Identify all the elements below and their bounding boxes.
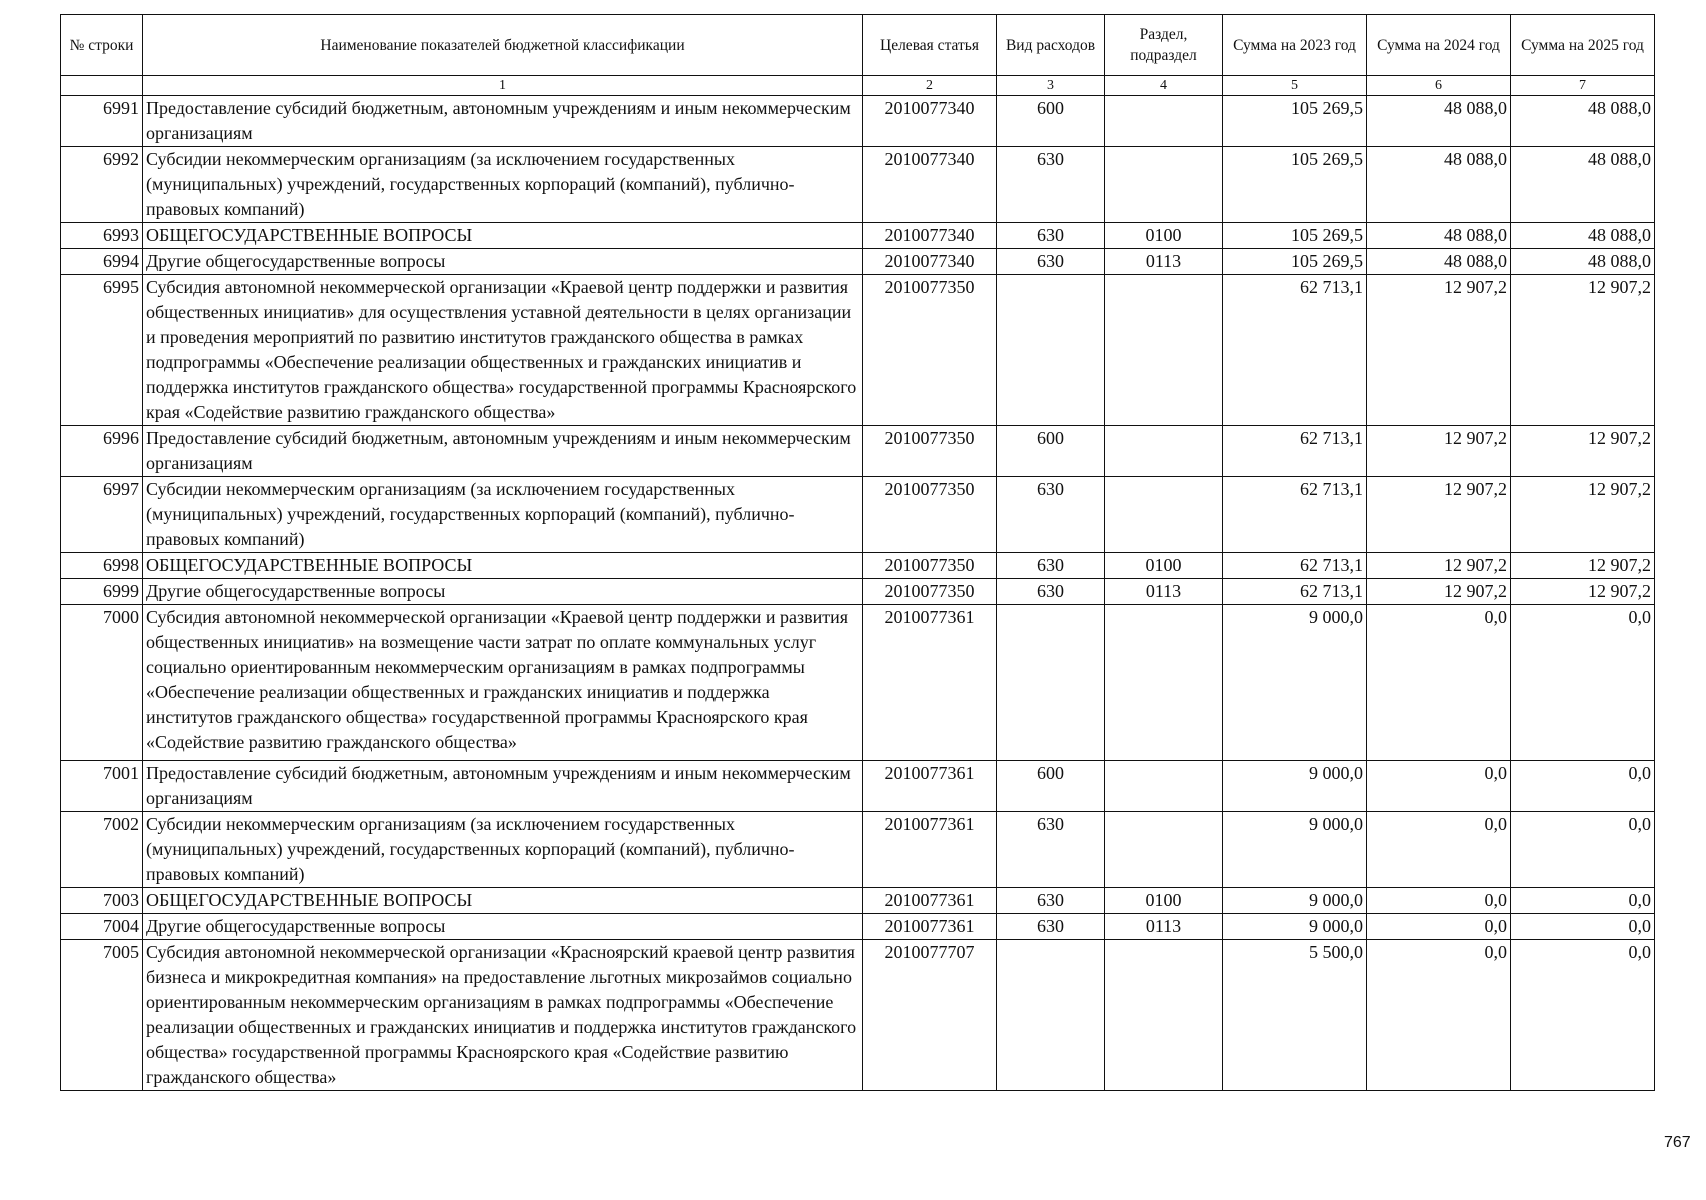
section-code-cell: 0100 [1105,223,1223,249]
row-number-cell: 7000 [61,605,143,761]
sum-2023-cell: 105 269,5 [1223,96,1367,147]
header-sum-2023: Сумма на 2023 год [1223,15,1367,76]
sum-2025-cell: 48 088,0 [1511,147,1655,223]
row-number-cell: 6995 [61,275,143,426]
table-row [61,147,1655,223]
sum-2025-cell: 0,0 [1511,888,1655,914]
table-row [61,940,1655,1091]
table-row [61,812,1655,888]
section-code-cell [1105,940,1223,1091]
sum-2023-cell: 62 713,1 [1223,275,1367,426]
target-article-cell: 2010077361 [863,888,997,914]
column-number: 3 [997,76,1105,96]
table-row [61,579,1655,605]
sum-2023-cell: 62 713,1 [1223,579,1367,605]
sum-2023-cell: 62 713,1 [1223,477,1367,553]
row-number-cell: 6992 [61,147,143,223]
sum-2024-cell: 48 088,0 [1367,223,1511,249]
sum-2024-cell: 12 907,2 [1367,426,1511,477]
sum-2025-cell: 48 088,0 [1511,249,1655,275]
section-code-cell: 0113 [1105,579,1223,605]
sum-2023-cell: 105 269,5 [1223,147,1367,223]
indicator-name-cell: Субсидия автономной некоммерческой организации «Краевой центр поддержки и развития общественных инициатив» на возмещение части затрат по оплате коммунальных услуг социально ориентированным некоммерческим организациям в рамках подпрограммы «Обеспечение реализации общественных и гражданских инициатив и поддержка институтов гражданского общества» государственной программы Красноярского края «Содействие развитию гражданского общества» [143,605,863,761]
section-code-cell: 0113 [1105,914,1223,940]
expense-kind-cell: 630 [997,249,1105,275]
sum-2024-cell: 0,0 [1367,812,1511,888]
sum-2025-cell: 48 088,0 [1511,223,1655,249]
section-code-cell [1105,812,1223,888]
expense-kind-cell: 600 [997,96,1105,147]
target-article-cell: 2010077350 [863,275,997,426]
sum-2023-cell: 105 269,5 [1223,249,1367,275]
sum-2023-cell: 9 000,0 [1223,605,1367,761]
row-number-cell: 7003 [61,888,143,914]
target-article-cell: 2010077340 [863,96,997,147]
row-number-cell: 7004 [61,914,143,940]
column-number: 5 [1223,76,1367,96]
sum-2023-cell: 9 000,0 [1223,761,1367,812]
column-number: 2 [863,76,997,96]
sum-2023-cell: 5 500,0 [1223,940,1367,1091]
target-article-cell: 2010077361 [863,761,997,812]
expense-kind-cell: 600 [997,761,1105,812]
table-row [61,477,1655,553]
indicator-name-cell: Субсидии некоммерческим организациям (за исключением государственных (муниципальных) учреждений, государственных корпораций (компаний), публично-правовых компаний) [143,812,863,888]
target-article-cell: 2010077340 [863,223,997,249]
column-number-row [61,76,1655,96]
expense-kind-cell [997,275,1105,426]
target-article-cell: 2010077361 [863,812,997,888]
target-article-cell: 2010077361 [863,914,997,940]
sum-2025-cell: 12 907,2 [1511,553,1655,579]
expense-kind-cell: 630 [997,812,1105,888]
table-body [61,96,1655,1091]
sum-2025-cell: 0,0 [1511,812,1655,888]
target-article-cell: 2010077707 [863,940,997,1091]
sum-2024-cell: 48 088,0 [1367,96,1511,147]
sum-2025-cell: 12 907,2 [1511,477,1655,553]
sum-2023-cell: 9 000,0 [1223,812,1367,888]
indicator-name-cell: Другие общегосударственные вопросы [143,249,863,275]
budget-classification-table [60,14,1655,1091]
table-header [61,15,1655,96]
page-number: 767 [1664,1134,1691,1151]
target-article-cell: 2010077361 [863,605,997,761]
table-row [61,761,1655,812]
table-row [61,223,1655,249]
sum-2024-cell: 12 907,2 [1367,275,1511,426]
indicator-name-cell: Предоставление субсидий бюджетным, автономным учреждениям и иным некоммерческим организациям [143,96,863,147]
sum-2025-cell: 0,0 [1511,761,1655,812]
table-row [61,249,1655,275]
target-article-cell: 2010077340 [863,147,997,223]
sum-2024-cell: 0,0 [1367,940,1511,1091]
indicator-name-cell: Субсидия автономной некоммерческой организации «Красноярский краевой центр развития бизнеса и микрокредитная компания» на предоставление льготных микрозаймов социально ориентированным некоммерческим организациям в рамках подпрограммы «Обеспечение реализации общественных и гражданских инициатив и поддержка институтов гражданского общества» государственной программы Красноярского края «Содействие развитию гражданского общества» [143,940,863,1091]
sum-2023-cell: 9 000,0 [1223,888,1367,914]
column-number: 7 [1511,76,1655,96]
sum-2024-cell: 12 907,2 [1367,477,1511,553]
table-row [61,553,1655,579]
header-expense-kind: Вид расходов [997,15,1105,76]
expense-kind-cell: 630 [997,147,1105,223]
expense-kind-cell: 630 [997,914,1105,940]
sum-2023-cell: 62 713,1 [1223,426,1367,477]
section-code-cell: 0100 [1105,888,1223,914]
section-code-cell [1105,477,1223,553]
indicator-name-cell: Предоставление субсидий бюджетным, автономным учреждениям и иным некоммерческим организациям [143,761,863,812]
section-code-cell [1105,96,1223,147]
row-number-cell: 6994 [61,249,143,275]
section-code-cell [1105,426,1223,477]
indicator-name-cell: Предоставление субсидий бюджетным, автономным учреждениям и иным некоммерческим организациям [143,426,863,477]
row-number-cell: 6998 [61,553,143,579]
target-article-cell: 2010077350 [863,477,997,553]
table-row [61,605,1655,761]
expense-kind-cell: 630 [997,579,1105,605]
row-number-cell: 7001 [61,761,143,812]
header-section: Раздел, подраздел [1105,15,1223,76]
header-sum-2025: Сумма на 2025 год [1511,15,1655,76]
column-number [61,76,143,96]
section-code-cell [1105,605,1223,761]
column-number: 4 [1105,76,1223,96]
sum-2023-cell: 9 000,0 [1223,914,1367,940]
expense-kind-cell: 630 [997,553,1105,579]
sum-2025-cell: 0,0 [1511,914,1655,940]
table-row [61,275,1655,426]
target-article-cell: 2010077350 [863,579,997,605]
expense-kind-cell: 600 [997,426,1105,477]
header-sum-2024: Сумма на 2024 год [1367,15,1511,76]
row-number-cell: 6996 [61,426,143,477]
header-name: Наименование показателей бюджетной классификации [143,15,863,76]
header-target-article: Целевая статья [863,15,997,76]
sum-2024-cell: 48 088,0 [1367,249,1511,275]
column-number: 6 [1367,76,1511,96]
row-number-cell: 6991 [61,96,143,147]
indicator-name-cell: ОБЩЕГОСУДАРСТВЕННЫЕ ВОПРОСЫ [143,223,863,249]
sum-2024-cell: 0,0 [1367,914,1511,940]
column-number: 1 [143,76,863,96]
header-row-number: № строки [61,15,143,76]
indicator-name-cell: Субсидии некоммерческим организациям (за исключением государственных (муниципальных) учреждений, государственных корпораций (компаний), публично-правовых компаний) [143,477,863,553]
section-code-cell: 0113 [1105,249,1223,275]
indicator-name-cell: Другие общегосударственные вопросы [143,914,863,940]
table-row [61,888,1655,914]
indicator-name-cell: ОБЩЕГОСУДАРСТВЕННЫЕ ВОПРОСЫ [143,888,863,914]
sum-2025-cell: 0,0 [1511,940,1655,1091]
sum-2024-cell: 0,0 [1367,888,1511,914]
target-article-cell: 2010077350 [863,553,997,579]
section-code-cell [1105,147,1223,223]
expense-kind-cell: 630 [997,223,1105,249]
indicator-name-cell: ОБЩЕГОСУДАРСТВЕННЫЕ ВОПРОСЫ [143,553,863,579]
row-number-cell: 6999 [61,579,143,605]
section-code-cell: 0100 [1105,553,1223,579]
indicator-name-cell: Субсидия автономной некоммерческой организации «Краевой центр поддержки и развития общественных инициатив» для осуществления уставной деятельности в целях организации и проведения мероприятий по развитию институтов гражданского общества в рамках подпрограммы «Обеспечение реализации общественных и гражданских инициатив и поддержка институтов гражданского общества» государственной программы Красноярского края «Содействие развитию гражданского общества» [143,275,863,426]
sum-2024-cell: 12 907,2 [1367,579,1511,605]
indicator-name-cell: Другие общегосударственные вопросы [143,579,863,605]
sum-2025-cell: 12 907,2 [1511,579,1655,605]
sum-2023-cell: 105 269,5 [1223,223,1367,249]
row-number-cell: 6993 [61,223,143,249]
expense-kind-cell [997,605,1105,761]
sum-2024-cell: 12 907,2 [1367,553,1511,579]
section-code-cell [1105,275,1223,426]
expense-kind-cell: 630 [997,888,1105,914]
indicator-name-cell: Субсидии некоммерческим организациям (за исключением государственных (муниципальных) учреждений, государственных корпораций (компаний), публично-правовых компаний) [143,147,863,223]
table-row [61,96,1655,147]
sum-2025-cell: 48 088,0 [1511,96,1655,147]
table-row [61,914,1655,940]
expense-kind-cell: 630 [997,477,1105,553]
sum-2025-cell: 12 907,2 [1511,275,1655,426]
target-article-cell: 2010077350 [863,426,997,477]
row-number-cell: 7002 [61,812,143,888]
sum-2024-cell: 48 088,0 [1367,147,1511,223]
sum-2025-cell: 0,0 [1511,605,1655,761]
table-row [61,426,1655,477]
section-code-cell [1105,761,1223,812]
expense-kind-cell [997,940,1105,1091]
sum-2023-cell: 62 713,1 [1223,553,1367,579]
sum-2024-cell: 0,0 [1367,761,1511,812]
sum-2025-cell: 12 907,2 [1511,426,1655,477]
sum-2024-cell: 0,0 [1367,605,1511,761]
row-number-cell: 6997 [61,477,143,553]
row-number-cell: 7005 [61,940,143,1091]
target-article-cell: 2010077340 [863,249,997,275]
